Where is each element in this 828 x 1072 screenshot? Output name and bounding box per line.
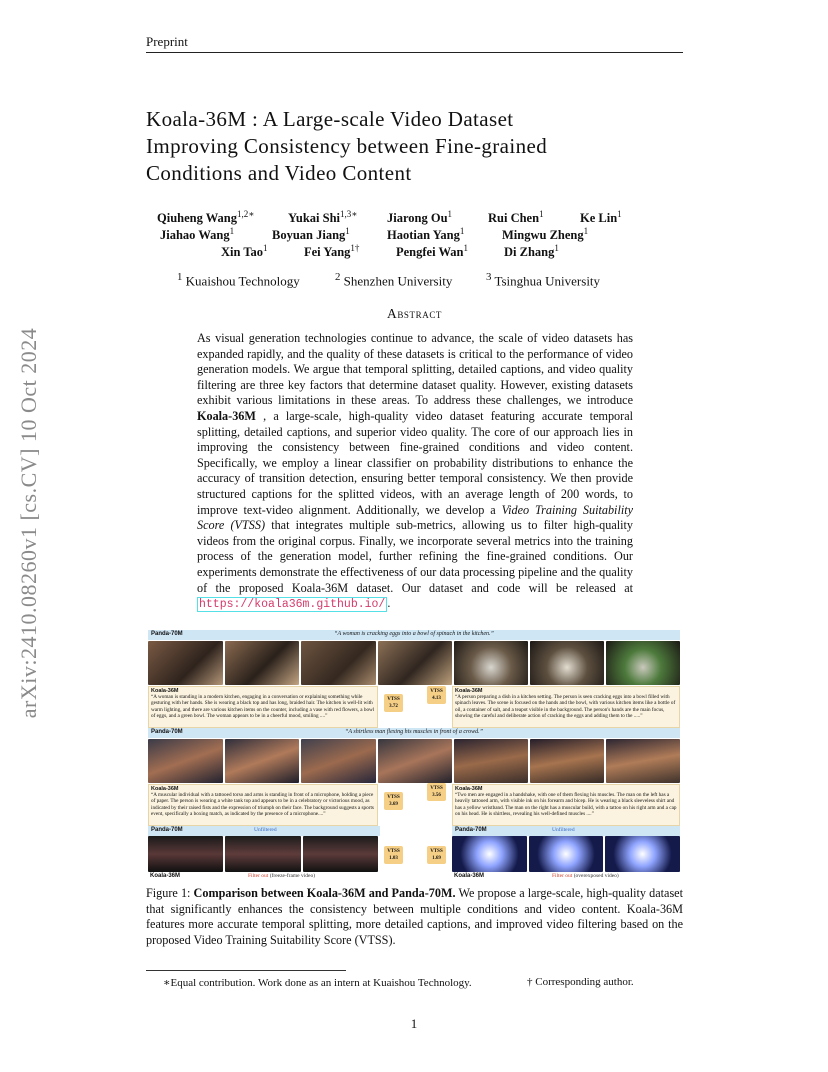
- video-frame: [378, 739, 453, 783]
- video-frame: [225, 836, 300, 872]
- video-frame: [605, 836, 680, 872]
- affiliations: [146, 271, 683, 289]
- author-row-2: [146, 226, 683, 242]
- koala-label-row3-right: Koala-36M: [454, 873, 485, 879]
- vtss-badge: VTSS 1.03: [384, 846, 403, 864]
- video-frames-row3-left: [148, 836, 378, 872]
- dataset-name: Koala-36M: [197, 408, 256, 423]
- koala-caption-row1-left: Koala-36M “A woman is standing in a modern kitchen, engaging in a conversation or explaining something while gesturing with her hands. She is wearing a black top and has long, braided hair. The kitchen is well-lit with warm lighting, and there are various kitchen items on the counter, including a vase with red flowers, a bowl of eggs, and a green bowl. The woman appears to be in a cheerful mood, smiling ....”: [148, 686, 378, 728]
- video-frame: [454, 739, 528, 783]
- vtss-badge: VTSS 3.56: [427, 783, 446, 801]
- video-frame: [225, 739, 300, 783]
- video-frame: [530, 739, 604, 783]
- vtss-badge: VTSS 3.72: [384, 694, 403, 712]
- panda-band-row2: Panda-70M “A shirtless man flexing his muscles in front of a crowd.”: [148, 728, 680, 738]
- author-row-3: [146, 243, 683, 259]
- abstract-heading: Abstract: [386, 306, 443, 321]
- author: Ke Lin$^1$: [580, 209, 622, 226]
- author: Rui Chen$^1$: [488, 209, 544, 226]
- video-frame: [148, 836, 223, 872]
- paper-title: [146, 106, 706, 187]
- video-frames-row1-left: [148, 641, 452, 685]
- vtss-term: Video Training Suitability Score (VTSS): [197, 502, 634, 533]
- video-frame: [454, 641, 528, 685]
- author: Yukai Shi$^{1,3∗}$: [288, 209, 358, 226]
- figure-1: [148, 630, 680, 882]
- video-frame: [606, 739, 680, 783]
- video-frames-row3-right: [452, 836, 680, 872]
- koala-caption-row2-right: Koala-36M “Two men are engaged in a handshake, with one of them flexing his muscles. The man on the left has a heavily tattooed arm, with visible ink on his forearm and bicep. He is wearing a black sleeveless shirt and has a yellow wristband. The man on the right has a muscular build, with a tattoo on his right arm and a cap on his head. He is shirtless, revealing his well-defined muscles ....”: [452, 784, 680, 826]
- page-number: 1: [410, 1016, 418, 1031]
- header-rule: [146, 52, 683, 53]
- video-frame: [529, 836, 604, 872]
- vtss-badge: VTSS 4.13: [427, 686, 446, 704]
- video-frame: [301, 641, 376, 685]
- video-frame: [530, 641, 604, 685]
- video-frame: [148, 641, 223, 685]
- author: Xin Tao$^1$: [221, 243, 268, 260]
- panda-band-row1: Panda-70M “A woman is cracking eggs into a bowl of spinach in the kitchen.”: [148, 630, 680, 640]
- arxiv-identifier: arXiv:2410.08260v1 [cs.CV] 10 Oct 2024: [16, 327, 41, 719]
- video-frames-row1-right: [454, 641, 680, 685]
- vtss-badge: VTSS 1.69: [427, 846, 446, 864]
- video-frame: [303, 836, 378, 872]
- footnotes: [163, 976, 663, 992]
- video-frame: [148, 739, 223, 783]
- author: Haotian Yang$^1$: [387, 226, 465, 243]
- author: Jiarong Ou$^1$: [387, 209, 453, 226]
- video-frame: [225, 641, 300, 685]
- filter-note-right: Filter out (overexposed video): [552, 873, 619, 879]
- affiliation: $^2$ Shenzhen University: [335, 271, 453, 289]
- video-frame: [606, 641, 680, 685]
- koala-caption-row2-left: Koala-36M “A muscular individual with a tattooed torso and arms is standing in front of a microphone, holding a piece of paper. The person is wearing a white tank top and appears to be in a celebratory or victorious mood, as indicated by their raised fists and the expression of triumph on their face. The background suggests a sports event, specifically a boxing match, as indicated by the presence of a microphone....”: [148, 784, 378, 826]
- title-line-3: Conditions and Video Content: [146, 161, 412, 185]
- author-row-1: [146, 209, 683, 225]
- author: Mingwu Zheng$^1$: [502, 226, 589, 243]
- footnote-rule: [146, 970, 346, 971]
- affiliation: $^1$ Kuaishou Technology: [177, 271, 300, 289]
- author: Pengfei Wan$^1$: [396, 243, 468, 260]
- author: Qiuheng Wang$^{1,2∗}$: [157, 209, 255, 226]
- koala-label-row3-left: Koala-36M: [150, 873, 181, 879]
- koala-caption-row1-right: Koala-36M “A person preparing a dish in a kitchen setting. The person is seen cracking eggs into a bowl filled with spinach leaves. The scene is focused on the hands and the bowl, with various kitchen items like a bottle of oil, a container of salt, and a teapot visible in the background. The person's hands are the main focus, showing the careful and deliberate action of cracking the eggs and adding them to the .....”: [452, 686, 680, 728]
- video-frame: [301, 739, 376, 783]
- title-line-1: Koala-36M : A Large-scale Video Dataset: [146, 107, 514, 131]
- footnote-equal-contribution: ∗Equal contribution. Work done as an intern at Kuaishou Technology.: [163, 977, 472, 989]
- author: Fei Yang$^{1\dagger}$: [304, 243, 360, 260]
- panda-band-row3-right: Panda-70M Unfiltered: [452, 826, 680, 836]
- video-frame: [378, 641, 453, 685]
- vtss-badge: VTSS 3.69: [384, 792, 403, 810]
- figure-caption: Figure 1: Comparison between Koala-36M and Panda-70M. We propose a large-scale, high-quality dataset that significantly enhances the consistency between multiple conditions and video content. Koala-36M features more accurate temporal splitting, more detailed captions, and improved video filtering based on the proposed Video Training Suitability Score (VTSS).: [146, 886, 683, 947]
- affiliation: $^3$ Tsinghua University: [486, 271, 601, 289]
- author: Di Zhang$^1$: [504, 243, 559, 260]
- author: Boyuan Jiang$^1$: [272, 226, 350, 243]
- project-link[interactable]: https://koala36m.github.io/: [199, 598, 386, 612]
- author: Jiahao Wang$^1$: [160, 226, 235, 243]
- filter-note-left: Filter out (freeze-frame video): [248, 873, 316, 879]
- abstract-body: As visual generation technologies continue to advance, the scale of video datasets has expanded rapidly, and the quality of these datasets is critical to the performance of video generation models. We argue that temporal splitting, detailed captions, and video quality filtering are three key factors that determine dataset quality. However, existing datasets exhibit various limitations in these areas. To address these challenges, we introduce Koala-36M , a large-scale, high-quality video dataset featuring accurate temporal splitting, detailed captions, and superior video quality. The core of our approach lies in improving the consistency between fine-grained conditions and video content. Specifically, we employ a linear classifier on probability distributions to enhance the accuracy of transition detection, ensuring better temporal consistency. We then provide structured captions for the splitted videos, with an average length of 200 words, to improve text-video alignment. Additionally, we develop a Video Training Suitability Score (VTSS) that integrates multiple sub-metrics, allowing us to filter high-quality videos from the original corpus. Finally, we incorporate several metrics into the training process of the generation model, further refining the fine-grained conditions. Our experiments demonstrate the effectiveness of our data processing pipeline and the quality of the proposed Koala-36M dataset. Our dataset and code will be released at https://koala36m.github.io/ .: [197, 331, 634, 612]
- panda-band-row3-left: Panda-70M Unfiltered: [148, 826, 380, 836]
- arxiv-sidebar: [14, 288, 44, 758]
- video-frames-row2-right: [454, 739, 680, 783]
- video-frames-row2-left: [148, 739, 452, 783]
- footnote-corresponding-author: † Corresponding author.: [527, 976, 634, 988]
- video-frame: [452, 836, 527, 872]
- running-header: Preprint: [146, 34, 188, 49]
- title-line-2: Improving Consistency between Fine-grained: [146, 134, 548, 158]
